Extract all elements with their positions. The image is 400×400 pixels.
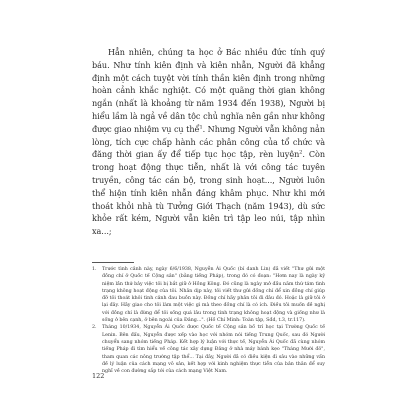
footnote-number: 1. bbox=[92, 267, 97, 272]
footnotes bbox=[92, 266, 325, 375]
body-text bbox=[92, 46, 325, 238]
page-number: 122 bbox=[92, 372, 105, 380]
footnote-divider bbox=[92, 262, 134, 263]
footnote-item bbox=[92, 324, 325, 375]
paragraph-text-part-2: . Nhưng Người vẫn không nản lòng, tích cực chấp hành các phân công của tổ chức và đăng thời gian ấy để tiếp tục học tập, rèn luyện bbox=[92, 123, 326, 160]
paragraph bbox=[92, 46, 325, 238]
paragraph-text-part-1: Hẳn nhiên, chúng ta học ở Bác nhiều đức tính quý báu. Như tính kiên định và kiên nhẫn, Người đã khẳng định một cách tuyệt vời tính thần kiên định trong những hoàn cảnh khắc nghiệt. Có một quãng thời gian không ngắn (nhất là khoảng từ năm 1934 đến 1938), Người bị hiểu lầm là ngả về dân tộc chủ nghĩa nên gần như không được giao nhiệm vụ cụ thể bbox=[92, 47, 325, 134]
footnote-text: Tháng 10/1934, Nguyễn Ái Quốc được Quốc tế Cộng sản bố trí học tại Trường Quốc tế Lenin. Bên đấu, Nguyễn được xếp vào học với nhóm nói tiếng Trung Quốc, sau đó Người chuyển sang nhóm tiếng Pháp. Kết hợp lý luận với thực tế, Nguyễn Ái Quốc đã cùng nhóm tiếng Pháp đi tìm hiểu về công tác xây dựng Đảng ở nhà máy bánh kẹo "Tháng Mười đỏ", tham quan các nông trường tập thể... Tại đây, Người đã có điều kiện đi sâu vào những vấn đề lý luận của cách mạng vô sản, kết hợp với kinh nghiệm thực tiễn của bản thân để suy nghĩ về con đường sắp tới của cách mạng Việt Nam. bbox=[102, 325, 325, 375]
footnote-item bbox=[92, 266, 325, 324]
footnote-marker-2: 2 bbox=[299, 149, 303, 156]
footnote-marker-1: 1 bbox=[199, 124, 203, 131]
paragraph-text-part-3: . Còn trong hoạt động thực tiễn, nhất là với công tác tuyên truyền, công tác cán bộ, trong sinh hoạt..., Người luôn thể hiện tính kiên nhẫn đáng khâm phục. Như khi mới thoát khỏi nhà tù Tưởng Giới Thạch (năm 1943), dù sức khỏe rất kém, Người vẫn kiên trì tập leo núi, tập nhìn xa...; bbox=[92, 149, 325, 237]
footnote-number: 2. bbox=[92, 325, 97, 331]
footnote-text: Trước tình cảnh này, ngày 6/6/1938, Nguyễn Ái Quốc (bí danh Lin) đã viết "Thư gửi một đồng chí ở Quốc tế Cộng sản" (bằng tiếng Pháp), trong đó có đoạn: "Hơm nay là ngày kỷ niệm lần thứ bảy việc tôi bị bắt giữ ở Hồng Kông. Đó cũng là ngày mở đầu năm thứ tám tình trạng không hoạt động của tôi. Nhân dịp này, tôi viết thư gửi đồng chí để xin đồng chí giúp đỡ tôi thoát khỏi tình cảnh đau buồn này. Đồng chí hãy phân tôi đi đâu đó. Hoặc là giữ tôi ở lại đây. Hãy giao cho tôi làm một việc gì mà theo đồng chí là có ích. Điều tôi muốn đề nghị với đồng chí là đừng để tôi sống quá lâu trong tình trạng không hoạt động và giống như là sống ở bên cạnh, ở bên ngoài của Đảng...". (Hồ Chí Minh: Toàn tập, Sđd, t.3, tr.117). bbox=[102, 267, 325, 324]
